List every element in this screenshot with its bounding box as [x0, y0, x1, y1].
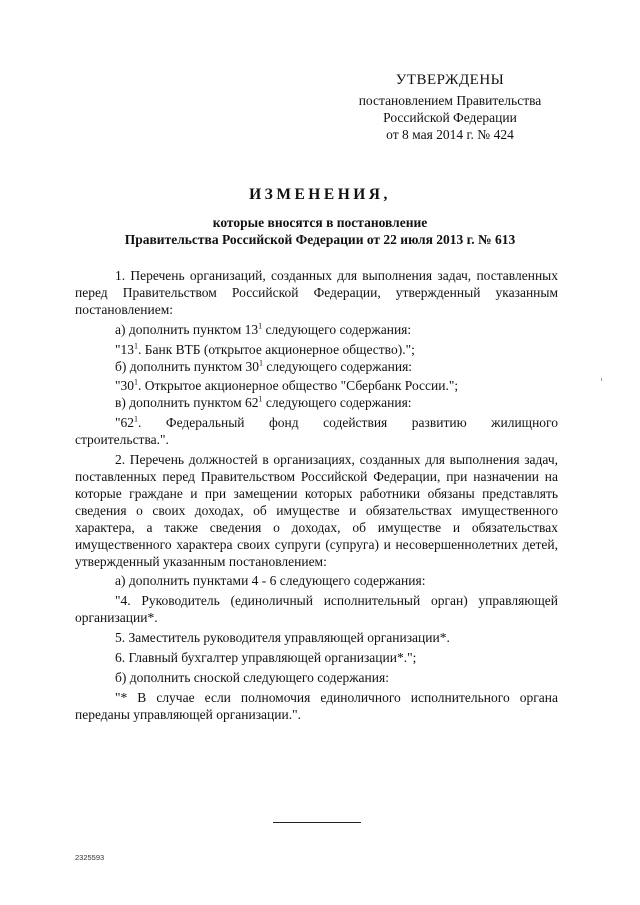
approval-title: УТВЕРЖДЕНЫ — [395, 72, 505, 88]
text-line: задач, поставленных перед Правительством Российской Федерации, при — [75, 452, 558, 484]
text-line: постановлением: — [228, 553, 327, 569]
text-line: организации*. — [75, 610, 158, 626]
quote-item-13-1: "$13^1$. Банк ВТБ (открытое акционерное общество)."; — [115, 341, 415, 357]
paragraph-2 — [75, 452, 558, 570]
text-line: обязаны представлять сведения о своих доходах, об имуществе и — [75, 485, 559, 518]
clause-1a: а) дополнить пунктом $13^1$ следующего содержания: — [115, 321, 412, 337]
text-line: назначении на которые граждане и при замещении которых работники — [75, 468, 558, 501]
footnote-text — [75, 690, 558, 724]
document-number: 2325593 — [75, 853, 105, 862]
text-line: (супруга) и несовершеннолетних детей, утвержденный указанным — [75, 536, 558, 569]
approval-line: от 8 мая 2014 г. № 424 — [386, 127, 514, 142]
document-title: ИЗМЕНЕНИЯ, — [249, 186, 391, 203]
text-line: "* В случае если полномочия единоличного исполнительного органа — [115, 689, 558, 705]
text-line: указанным постановлением: — [75, 284, 559, 317]
text-line: 1. Перечень организаций, созданных для выполнения задач, — [115, 268, 472, 283]
clause-2b: б) дополнить сноской следующего содержания: — [115, 669, 389, 685]
end-divider — [273, 822, 361, 823]
paragraph-1 — [75, 268, 558, 319]
clause-1b: б) дополнить пунктом $30^1$ следующего содержания: — [115, 358, 413, 374]
approval-block — [330, 72, 570, 143]
text-line: об имуществе и обязательствах имущественного характера своих супруги — [75, 519, 558, 552]
clause-1c: в) дополнить пунктом $62^1$ следующего содержания: — [115, 394, 412, 411]
subtitle-line: Правительства Российской Федерации от 22 июля 2013 г. № 613 — [124, 232, 516, 247]
document-body — [75, 268, 558, 724]
quote-item-62-1-cont: строительства.". — [75, 432, 169, 448]
quote-item-62-1: "$62^1$. Федеральный фонд содействия развитию жилищного — [115, 414, 558, 431]
approval-line: Российской Федерации — [383, 110, 517, 125]
approval-line: постановлением Правительства — [358, 93, 542, 108]
text-line: поставленных перед Правительством Российской Федерации, утвержденный — [75, 268, 558, 300]
text-line: 2. Перечень должностей в организациях, созданных для выполнения — [115, 452, 520, 468]
quote-item-4 — [75, 593, 558, 627]
clause-2a: а) дополнить пунктами 4 - 6 следующего содержания: — [115, 573, 426, 589]
subtitle-line: которые вносятся в постановление — [212, 215, 428, 230]
document-subtitle — [0, 214, 640, 248]
quote-item-6: 6. Главный бухгалтер управляющей организации*."; — [115, 650, 417, 666]
quote-item-30-1: "$30^1$. Открытое акционерное общество "Сбербанк России."; — [115, 377, 459, 394]
scan-mark — [601, 378, 602, 381]
document-heading — [0, 186, 640, 248]
quote-item-5: 5. Заместитель руководителя управляющей организации*. — [115, 630, 450, 646]
text-line: обязательствах имущественного характера, а также сведения о доходах, — [75, 502, 559, 535]
text-line: переданы управляющей организации.". — [75, 706, 301, 722]
text-line: "4. Руководитель (единоличный исполнительный орган) управляющей — [115, 593, 558, 609]
